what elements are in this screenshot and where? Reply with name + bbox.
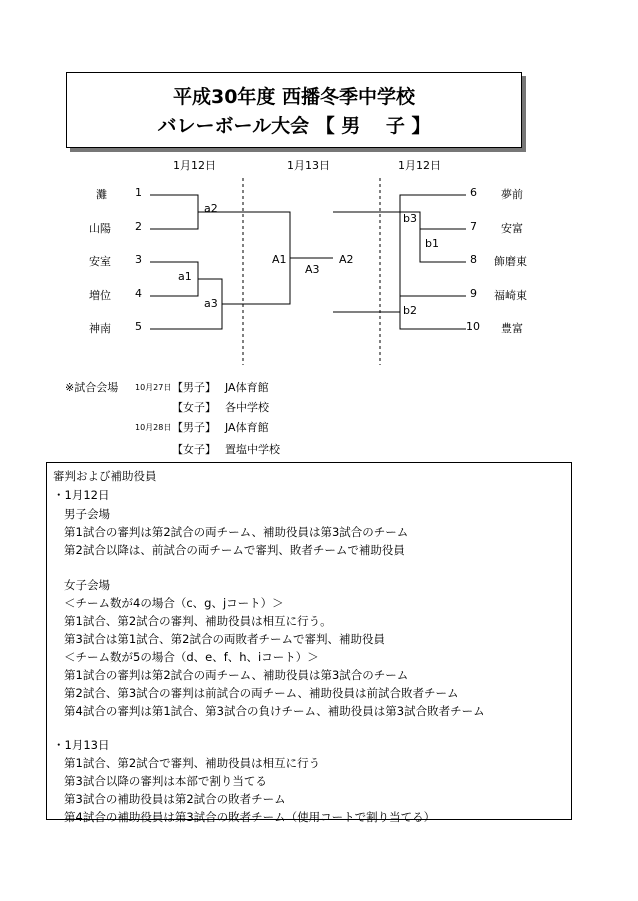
venue-place-1: JA体育館 [225,381,269,394]
title-line-2: バレーボール大会 【 男 子 】 [157,115,431,137]
match-label-A3: A3 [305,263,320,276]
match-label-A2: A2 [339,253,354,266]
notes-line: 女子会場 [64,578,110,592]
team-right-8: 飾磨東 [494,255,527,268]
venue-cat-3: 【男子】 [172,421,216,434]
venue-cat-2: 【女子】 [172,401,216,414]
date-right: 1月12日 [398,159,441,172]
seed-right-10: 10 [466,320,480,333]
seed-left-5: 5 [135,320,142,333]
team-right-6: 夢前 [501,188,523,201]
notes-line: 第3試合の補助役員は第2試合の敗者チーム [64,792,286,806]
notes-section-jan12: ・1月12日 [53,488,110,502]
seed-right-6: 6 [470,186,477,199]
team-left-1: 灘 [96,188,107,201]
bracket-a2 [150,195,198,229]
seed-left-2: 2 [135,220,142,233]
venue-cat-1: 【男子】 [172,381,216,394]
venue-place-2: 各中学校 [225,401,269,414]
seed-right-9: 9 [470,287,477,300]
venue-label: ※試合会場 [65,381,119,394]
team-right-10: 豊富 [501,322,523,335]
match-label-a2: a2 [204,202,218,215]
referee-notes-box [46,462,572,824]
date-center: 1月13日 [287,159,330,172]
notes-line: 第2試合、第3試合の審判は前試合の両チーム、補助役員は前試合敗者チーム [64,686,459,700]
venue-date-1: 10月27日 [135,383,172,392]
team-right-7: 安富 [501,222,523,235]
seed-left-1: 1 [135,186,142,199]
notes-line: 第1試合、第2試合の審判、補助役員は相互に行う。 [64,614,332,628]
seed-left-4: 4 [135,287,142,300]
match-label-b1: b1 [425,237,439,250]
venue-date-3: 10月28日 [135,423,172,432]
title-line-1: 平成30年度 西播冬季中学校 [172,86,416,108]
match-label-a1: a1 [178,270,192,283]
team-left-2: 山陽 [89,222,111,235]
match-label-b3: b3 [403,212,417,225]
venue-cat-4: 【女子】 [172,443,216,456]
notes-section-jan13: ・1月13日 [53,738,110,752]
notes-line: 第1試合の審判は第2試合の両チーム、補助役員は第3試合のチーム [64,525,409,539]
notes-line: ＜チーム数が5の場合（d、e、f、h、iコート）＞ [64,650,319,664]
notes-line: ＜チーム数が4の場合（c、g、jコート）＞ [64,596,284,610]
venue-place-3: JA体育館 [225,421,269,434]
date-left: 1月12日 [173,159,216,172]
team-right-9: 福崎東 [494,289,527,302]
notes-line: 第1試合の審判は第2試合の両チーム、補助役員は第3試合のチーム [64,668,409,682]
notes-line: 男子会場 [64,507,110,521]
notes-line: 第2試合以降は、前試合の両チームで審判、敗者チームで補助役員 [64,543,405,557]
notes-line: 第4試合の審判は第1試合、第3試合の負けチーム、補助役員は第3試合敗者チーム [64,704,485,718]
seed-left-3: 3 [135,253,142,266]
seed-right-8: 8 [470,253,477,266]
match-label-a3: a3 [204,297,218,310]
match-label-A1: A1 [272,253,287,266]
notes-line: 第3試合は第1試合、第2試合の両敗者チームで審判、補助役員 [64,632,385,646]
venue-place-4: 置塩中学校 [225,443,280,456]
notes-line: 第4試合の補助役員は第3試合の敗者チーム（使用コートで割り当てる） [64,810,436,824]
notes-heading: 審判および補助役員 [53,469,157,483]
seed-right-7: 7 [470,220,477,233]
team-left-5: 神南 [89,322,111,335]
notes-line: 第1試合、第2試合で審判、補助役員は相互に行う [64,756,321,770]
team-left-4: 増位 [89,289,111,302]
team-left-3: 安室 [89,255,111,268]
match-label-b2: b2 [403,304,417,317]
notes-line: 第3試合以降の審判は本部で割り当てる [64,774,267,788]
bracket-b3-top [400,195,466,212]
